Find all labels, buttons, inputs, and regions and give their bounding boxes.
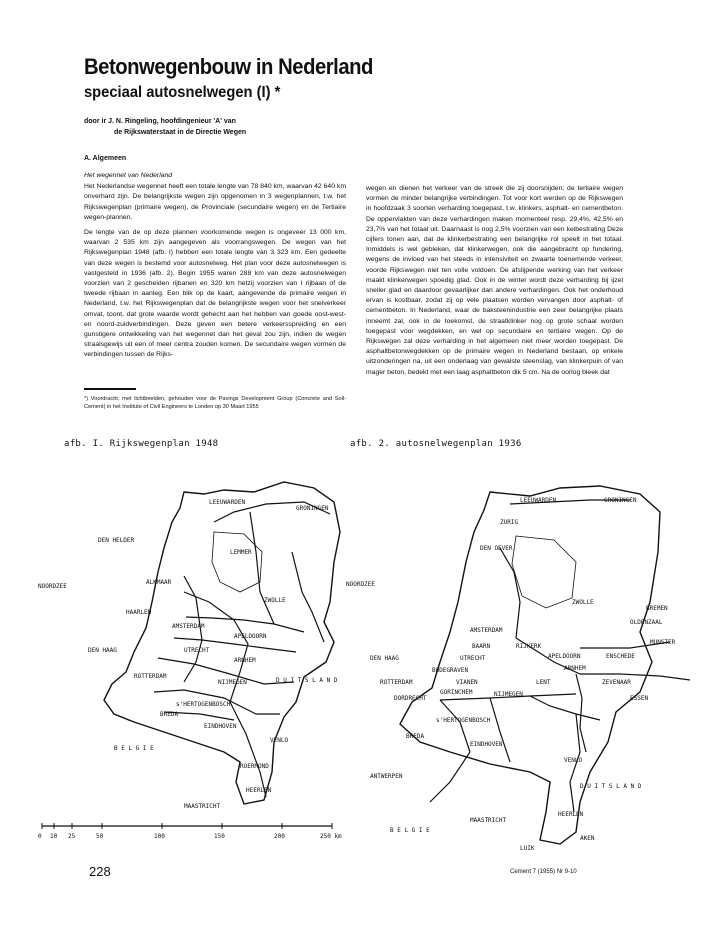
city-label: APELDOORN xyxy=(234,633,267,640)
figure-2-caption: afb. 2. autosnelwegenplan 1936 xyxy=(350,439,522,449)
country-label: D U I T S L A N D xyxy=(276,677,338,684)
city-label: GRONINGEN xyxy=(296,505,329,512)
scale-tick: 10 xyxy=(50,833,58,840)
author-line-1: door ir J. N. Ringeling, hoofdingenieur 'A' van xyxy=(84,118,236,125)
scale-tick: 250 km xyxy=(320,833,342,840)
city-label: BAARN xyxy=(472,643,491,650)
city-label: LEEUWARDEN xyxy=(209,499,246,506)
subsection-heading: Het wegennet van Nederland xyxy=(84,172,173,179)
city-label: ZEVENAAR xyxy=(602,679,631,686)
city-label: BODEGRAVEN xyxy=(432,667,469,674)
author-line-2: de Rijkswaterstaat in de Directie Wegen xyxy=(114,129,247,136)
city-label: DEN HELDER xyxy=(98,537,135,544)
ijsselmeer xyxy=(512,536,576,608)
city-label: LEEUWARDEN xyxy=(520,497,557,504)
city-label: ANTWERPEN xyxy=(370,773,403,780)
author-block xyxy=(84,116,246,138)
city-label: VENLO xyxy=(564,757,583,764)
city-label: HEERLEN xyxy=(246,787,272,794)
city-label: DEN OEVER xyxy=(480,545,513,552)
figure-1-map xyxy=(34,452,354,832)
paragraph: De lengte van de op deze plannen voorkomende wegen is ongeveer 13 000 km, waarvan 2 535 km zijn aangegeven als voorrangswegen. De wegen van het Rijkswegenplan 1948 (afb. I) hebben een totale lengte van 3 323 km. Een gedeelte van deze wegen is bestemd voor autosnelweg. Het plan voor deze autosnelwegen is vastgesteld in 1936 (afb. 2). Begin 1955 waren 288 km van deze autosnelwegen voorzien van 2 gescheiden rijbanen en 320 km hetzij voorzien van I rijbaan of de tweede rijbaan in aanleg. Een blik op de kaart, aangevende de primaire wegen in Nederland, t.w. het Rijkswegenplan dat de belangrijkste wegen voor het snelverkeer omvat, toont, dat grote waarde wordt gehecht aan het hebben van goede oost-west- en noord-zuidverbindingen. Deze geven een betere verkeersspreiding en een gunstigere ontwikkeling van het wegennet dan het geval zou zijn, indien de wegen straalsgewijs uit een of meer centra zouden komen. De secundaire wegen vormen de verbindingen tussen de Rijks- xyxy=(84,229,346,359)
city-label: EINDHOVEN xyxy=(204,723,237,730)
city-label: APELDOORN xyxy=(548,653,581,660)
page-number: 228 xyxy=(89,864,111,879)
city-label: ARNHEM xyxy=(564,665,586,672)
city-label: MAASTRICHT xyxy=(184,803,221,810)
city-label: AMSTERDAM xyxy=(470,627,503,634)
city-label: VENLO xyxy=(270,737,289,744)
paragraph: Het Nederlandse wegennet heeft een totale lengte van 78 840 km, waarvan 42 640 km onverhard zijn. De belangrijkste wegen zijn opgenomen in 3 wegenplannen, t.w. het Rijkswegenplan (primaire wegen), de Provinciale (secundaire wegen) en de Tertiaire wegen-plannen. xyxy=(84,183,346,221)
country-label: D U I T S L A N D xyxy=(580,783,642,790)
figure-1-caption: afb. I. Rijkswegenplan 1948 xyxy=(64,439,219,449)
country-label: B E L G I E xyxy=(114,745,154,752)
city-label: HAARLEM xyxy=(126,609,152,616)
city-label: RIJKERK xyxy=(516,643,542,650)
city-label: ARNHEM xyxy=(234,657,256,664)
city-label: ESSEN xyxy=(630,695,649,702)
city-label: LUIK xyxy=(520,845,535,852)
city-label: NIJMEGEN xyxy=(218,679,247,686)
city-label: DEN HAAG xyxy=(88,647,117,654)
scale-tick: 0 xyxy=(38,833,42,840)
city-label: NIJMEGEN xyxy=(494,691,523,698)
city-label: ROTTERDAM xyxy=(134,673,167,680)
country-label: B E L G I E xyxy=(390,827,430,834)
city-label: AKEN xyxy=(580,835,595,842)
city-label: HEERLEN xyxy=(558,811,584,818)
sea-label: NOORDZEE xyxy=(346,581,375,588)
city-label: DEN HAAG xyxy=(370,655,399,662)
section-heading: A. Algemeen xyxy=(84,155,127,162)
city-label: ZWOLLE xyxy=(264,597,286,604)
city-label: ZURIG xyxy=(500,519,519,526)
city-label: AMSTERDAM xyxy=(172,623,205,630)
scale-tick: 25 xyxy=(68,833,76,840)
footnote-divider xyxy=(84,388,136,390)
figure-2-map xyxy=(340,452,700,852)
city-label: MAASTRICHT xyxy=(470,817,507,824)
sea-label: NOORDZEE xyxy=(38,583,67,590)
article-title: Betonwegenbouw in Nederland xyxy=(84,54,373,79)
coastline xyxy=(400,486,660,844)
scale-bar xyxy=(36,820,356,844)
city-label: DORDRECHT xyxy=(394,695,427,702)
city-label: ROTTERDAM xyxy=(380,679,413,686)
scale-tick: 100 xyxy=(154,833,165,840)
city-label: LENT xyxy=(536,679,551,686)
scale-tick: 50 xyxy=(96,833,104,840)
city-label: UTRECHT xyxy=(460,655,486,662)
footnote: *) Voordracht, met lichtbeelden, gehouden voor de Pavings Development Group (Concrete and Soil-Cement) in het Institute of Civil Engineers te Londen op 30 Maart 1955 xyxy=(84,396,346,410)
body-column-left xyxy=(84,171,346,366)
city-label: ENSCHEDE xyxy=(606,653,635,660)
scale-tick: 150 xyxy=(214,833,225,840)
city-label: GORINCHEM xyxy=(440,689,473,696)
city-label: ZWOLLE xyxy=(572,599,594,606)
city-label: BREDA xyxy=(160,711,179,718)
city-label: VIANEN xyxy=(456,679,478,686)
body-column-right xyxy=(366,184,623,383)
city-label: EINDHOVEN xyxy=(470,741,503,748)
city-label: LEMMER xyxy=(230,549,252,556)
city-label: ALKMAAR xyxy=(146,579,172,586)
road-network xyxy=(154,502,330,797)
city-label: BREDA xyxy=(406,733,425,740)
article-subtitle: speciaal autosnelwegen (I) * xyxy=(84,84,281,101)
city-label: BREMEN xyxy=(646,605,668,612)
city-label: ROERMOND xyxy=(240,763,269,770)
city-label: UTRECHT xyxy=(184,647,210,654)
journal-reference: Cement 7 (1955) Nr 9-10 xyxy=(510,869,577,875)
city-label: OLDENZAAL xyxy=(630,619,663,626)
city-label: MUNSTER xyxy=(650,639,676,646)
city-label: GRONINGEN xyxy=(604,497,637,504)
scale-tick: 200 xyxy=(274,833,285,840)
paragraph: wegen en dienen het verkeer van de streek die zij doorsnijden; de tertiaire wegen vormen de minder belangrijke verbindingen. Tot voor kort werden op de Rijkswegen in hoofdzaak 3 soorten verharding toegepast, t.w. klinkers, asphalt- en cementbeton. De oppervlakten van deze verhardingen maken momenteel resp. 29,4%, 42,5% en 23,7% van het totaal uit. Daarnaast is nog 2,5% voorzien van een keibestrating Deze cijfers tonen aan, dat de klinkerbestrating een belangrijke rol speelt in het totaal. Inmiddels is wel gebleken, dat klinkerwegen, ook die aangebracht op fundering, wegens de invloed van het steeds in intensiviteit en zwaarte toenemende verkeer, voorde Rijkswegen niet ten volle voldoen. De afslijpende werking van het verkeer maakt klinkerwegen spoedig glad. Ook in de winter wordt deze verharding bij ijzel sneller glad en daardoor gevaarlijker dan andere verhardingen. Ook het onderhoud ervan is kostbaar, zodat zij op vele plaatsen worden vervangen door asphalt- of cementbeton. In Nederland, waar de baksteenindustrie een zeer belangrijke plaats inneemt zal, ook in de toekomst, de straatklinker nog op grote schaal worden toegepast voor wegdekken, en wel op secundaire en tertiaire wegen. Op de Rijkswegen zal deze verharding in het algemeen niet meer worden toegepast. De asphaltbetonwegdekken op de primaire wegen in Nederland bestaan, op enkele uitzonderingen na, uit een onderlaag van gewalste steenslag, van klinkerpuin of van mager beton, bedekt met een laag asphaltbeton dik 5 cm. Na de oorlog bleek dat xyxy=(366,185,623,376)
city-label: s'HERTOGENBOSCH xyxy=(436,717,491,724)
city-label: s'HERTOGENBOSCH xyxy=(176,701,231,708)
